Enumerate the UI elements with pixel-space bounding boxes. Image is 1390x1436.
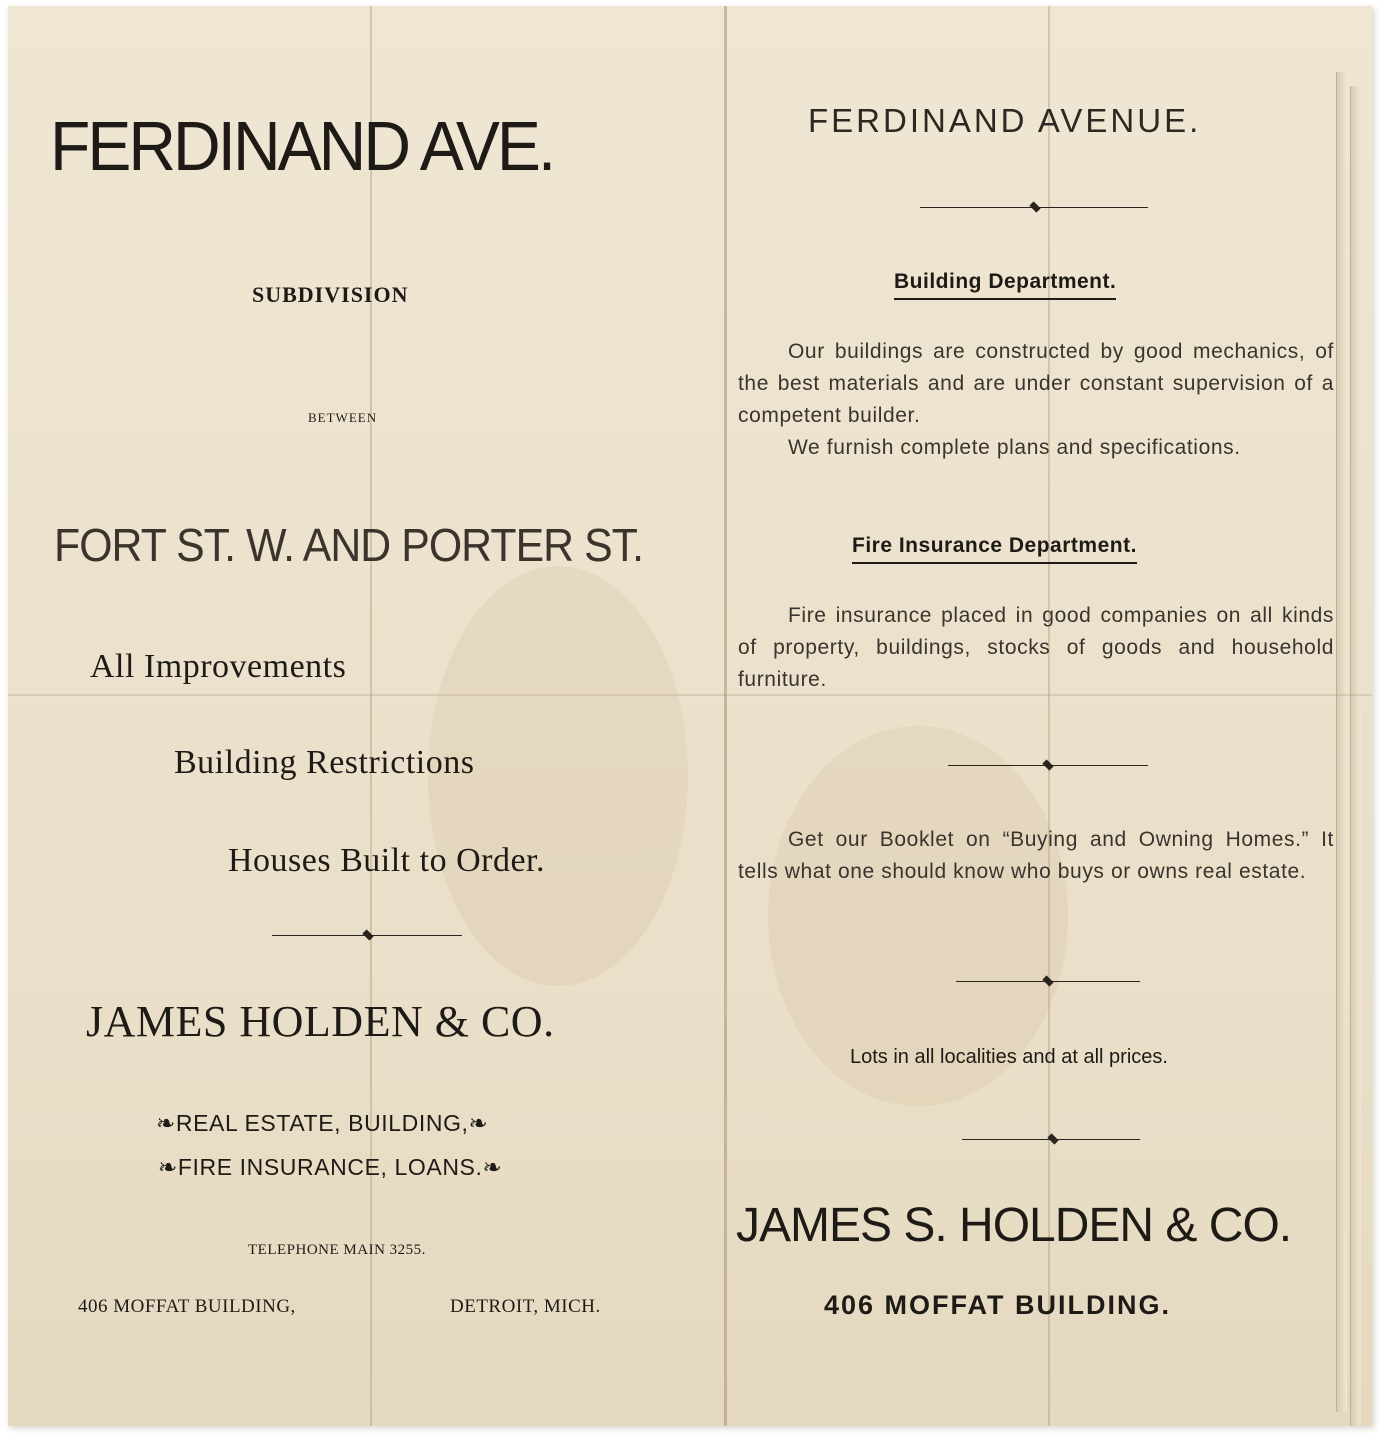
right-title: FERDINAND AVENUE. xyxy=(808,102,1202,139)
left-title: FERDINAND AVE. xyxy=(50,107,554,185)
fleuron-icon: ❧ xyxy=(156,1110,176,1136)
left-between: BETWEEN xyxy=(308,410,378,425)
building-text: Our buildings are constructed by good mechanics, of the best materials and are under constant supervision of a competent builder. We furnish complete plans and specifications. xyxy=(738,340,1334,459)
feature-improvements: All Improvements xyxy=(90,648,347,685)
services-line-2: ❧FIRE INSURANCE, LOANS.❧ xyxy=(158,1154,503,1180)
feature-houses: Houses Built to Order. xyxy=(228,842,545,879)
left-streets: FORT ST. W. AND PORTER ST. xyxy=(54,519,644,571)
left-company: JAMES HOLDEN & CO. xyxy=(86,997,555,1046)
right-address: 406 MOFFAT BUILDING. xyxy=(824,1290,1172,1320)
feature-restrictions: Building Restrictions xyxy=(174,744,475,781)
right-company: JAMES S. HOLDEN & CO. xyxy=(736,1199,1292,1252)
insurance-text: Fire insurance placed in good companies on all kinds of property, buildings, stocks of goods and household furniture. xyxy=(738,604,1334,691)
services-line-1: ❧REAL ESTATE, BUILDING,❧ xyxy=(156,1110,489,1136)
fleuron-icon: ❧ xyxy=(482,1154,503,1180)
paper-edge xyxy=(1336,72,1347,1412)
fold-line xyxy=(724,6,727,1426)
telephone: TELEPHONE MAIN 3255. xyxy=(248,1242,426,1258)
building-heading: Building Department. xyxy=(894,270,1116,300)
left-city: DETROIT, MICH. xyxy=(450,1296,601,1317)
lots-text: Lots in all localities and at all prices. xyxy=(850,1046,1168,1068)
fleuron-icon: ❧ xyxy=(158,1154,178,1180)
left-address: 406 MOFFAT BUILDING, xyxy=(78,1296,296,1317)
paper-edge xyxy=(1350,86,1361,1426)
left-subtitle: SUBDIVISION xyxy=(252,282,409,307)
booklet-text: Get our Booklet on “Buying and Owning Homes.” It tells what one should know who buys or owns real estate. xyxy=(738,828,1334,883)
insurance-heading: Fire Insurance Department. xyxy=(852,534,1137,564)
fold-line xyxy=(370,6,372,1426)
fleuron-icon: ❧ xyxy=(468,1110,489,1136)
